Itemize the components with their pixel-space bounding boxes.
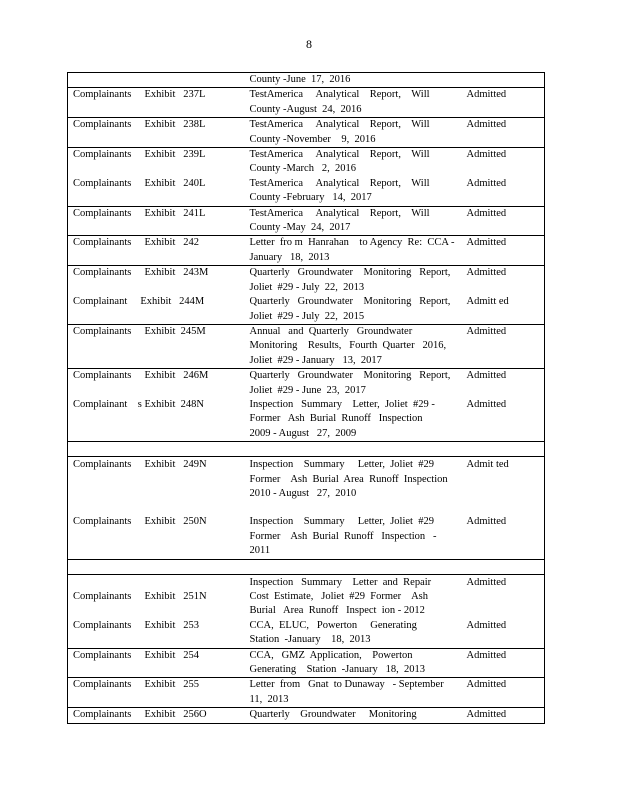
table-row bbox=[68, 678, 545, 708]
description-line: TestAmerica Analytical Report, Will bbox=[249, 207, 430, 219]
description-line: TestAmerica Analytical Report, Will bbox=[249, 119, 430, 131]
exhibit-status: Admitted bbox=[466, 398, 507, 410]
exhibit-label: Complainants Exhibit 249N bbox=[68, 457, 243, 502]
exhibit-label: Complainants Exhibit 239L bbox=[68, 148, 243, 177]
description-line: County -June 17, 2016 bbox=[249, 74, 351, 85]
description-line: County -February 14, 2017 bbox=[249, 192, 372, 204]
description-line: Station -January 18, 2013 bbox=[249, 634, 371, 646]
exhibit-description bbox=[243, 177, 465, 206]
exhibit-description bbox=[243, 708, 465, 723]
table-row bbox=[68, 73, 545, 88]
exhibit-status: Admitted bbox=[465, 206, 545, 236]
exhibit-description bbox=[243, 648, 465, 678]
table-row bbox=[68, 648, 545, 678]
exhibit-label: Complainant s Exhibit 248N bbox=[73, 398, 204, 410]
exhibit-label: Complainants Exhibit 254 bbox=[68, 648, 243, 678]
exhibit-description bbox=[243, 324, 465, 368]
exhibit-status: Admitted bbox=[465, 236, 545, 266]
description-line: County -May 24, 2017 bbox=[249, 222, 351, 234]
table-row bbox=[68, 369, 545, 398]
exhibit-label: Complainants Exhibit 237L bbox=[68, 88, 243, 118]
description-line: Inspection Summary Letter, Joliet #29 bbox=[249, 516, 434, 528]
exhibit-description bbox=[243, 73, 465, 88]
exhibit-status: Admitted bbox=[465, 678, 545, 708]
description-line: Quarterly Groundwater Monitoring Report, bbox=[249, 370, 451, 382]
exhibit-description bbox=[243, 398, 465, 442]
table-row bbox=[68, 708, 545, 723]
description-line: Inspection Summary Letter and Repair bbox=[249, 576, 432, 588]
exhibit-status: Admit ted bbox=[465, 457, 545, 502]
exhibit-status: Admitted bbox=[465, 148, 545, 177]
exhibit-status: Admitted bbox=[465, 324, 545, 368]
empty-cell bbox=[68, 442, 243, 457]
table-row bbox=[68, 501, 545, 559]
empty-cell bbox=[243, 442, 465, 457]
description-line: Former Ash Burial Runoff Inspection bbox=[249, 413, 423, 425]
description-line: 2009 - August 27, 2009 bbox=[249, 427, 357, 439]
table-row bbox=[68, 177, 545, 206]
table-row bbox=[68, 266, 545, 295]
description-line: County -March 2, 2016 bbox=[249, 163, 356, 175]
exhibit-label: Complainants Exhibit 251N bbox=[68, 574, 243, 619]
exhibit-table bbox=[67, 72, 545, 724]
exhibit-status: Admitted bbox=[465, 708, 545, 723]
description-line: 11, 2013 bbox=[249, 693, 289, 705]
description-line: Joliet #29 - July 22, 2015 bbox=[249, 310, 365, 322]
exhibit-description bbox=[243, 266, 465, 295]
exhibit-label: Complainants Exhibit 246M bbox=[68, 369, 243, 398]
exhibit-status bbox=[465, 73, 545, 88]
exhibit-description bbox=[243, 619, 465, 648]
exhibit-status: Admitted bbox=[465, 118, 545, 148]
table-row bbox=[68, 206, 545, 236]
description-line: Joliet #29 - June 23, 2017 bbox=[249, 384, 366, 396]
description-line: County -August 24, 2016 bbox=[249, 103, 362, 115]
description-line: Joliet #29 - January 13, 2017 bbox=[249, 354, 382, 366]
description-line: Cost Estimate, Joliet #29 Former Ash bbox=[249, 591, 428, 602]
description-line: Letter fro m Hanrahan to Agency Re: CCA - bbox=[249, 237, 455, 249]
exhibit-status: Admitted bbox=[465, 369, 545, 398]
exhibit-label: Complainants Exhibit 250N bbox=[73, 516, 207, 528]
table-row bbox=[68, 574, 545, 619]
empty-table-row bbox=[68, 559, 545, 574]
description-line: CCA, GMZ Application, Powerton bbox=[249, 649, 413, 661]
page-number: 8 bbox=[306, 37, 312, 51]
exhibit-table-container bbox=[67, 72, 544, 724]
exhibit-status: Admitted bbox=[465, 574, 545, 619]
empty-table-row bbox=[68, 442, 545, 457]
description-line: Letter from Gnat to Dunaway - September bbox=[249, 679, 444, 691]
exhibit-description bbox=[243, 148, 465, 177]
exhibit-label: Complainants Exhibit 238L bbox=[68, 118, 243, 148]
exhibit-description bbox=[243, 88, 465, 118]
exhibit-label: Complainants Exhibit 255 bbox=[68, 678, 243, 708]
exhibit-status: Admitted bbox=[466, 516, 507, 528]
description-line: Quarterly Groundwater Monitoring bbox=[249, 709, 417, 721]
description-line: Annual and Quarterly Groundwater bbox=[249, 325, 413, 337]
table-row bbox=[68, 457, 545, 502]
table-row bbox=[68, 236, 545, 266]
description-line: TestAmerica Analytical Report, Will bbox=[249, 177, 430, 189]
description-line: 2010 - August 27, 2010 bbox=[249, 487, 357, 499]
empty-cell bbox=[68, 559, 243, 574]
exhibit-label: Complainants Exhibit 241L bbox=[68, 206, 243, 236]
exhibit-label bbox=[68, 73, 243, 88]
description-line: Inspection Summary Letter, Joliet #29 - bbox=[249, 398, 435, 410]
description-line: Former Ash Burial Runoff Inspection - bbox=[249, 530, 437, 542]
description-line: 2011 bbox=[249, 545, 271, 557]
table-row bbox=[68, 148, 545, 177]
empty-cell bbox=[243, 559, 465, 574]
description-line: Monitoring Results, Fourth Quarter 2016, bbox=[249, 340, 447, 352]
empty-cell bbox=[465, 559, 545, 574]
table-row bbox=[68, 88, 545, 118]
exhibit-description bbox=[243, 118, 465, 148]
description-line: January 18, 2013 bbox=[249, 251, 330, 263]
exhibit-table-body bbox=[68, 73, 545, 724]
exhibit-description bbox=[243, 295, 465, 324]
description-line: TestAmerica Analytical Report, Will bbox=[249, 89, 430, 101]
exhibit-description bbox=[243, 206, 465, 236]
description-line: Quarterly Groundwater Monitoring Report, bbox=[249, 267, 451, 279]
empty-cell bbox=[465, 442, 545, 457]
exhibit-description bbox=[243, 501, 465, 559]
exhibit-status: Admitted bbox=[466, 177, 507, 189]
exhibit-status: Admitted bbox=[465, 648, 545, 678]
description-line: CCA, ELUC, Powerton Generating bbox=[249, 619, 417, 631]
description-line: Former Ash Burial Area Runoff Inspection bbox=[249, 473, 448, 485]
exhibit-status: Admitted bbox=[466, 619, 507, 631]
exhibit-status: Admitted bbox=[465, 88, 545, 118]
exhibit-description bbox=[243, 678, 465, 708]
exhibit-label: Complainants Exhibit 245M bbox=[68, 324, 243, 368]
exhibit-label: Complainants Exhibit 242 bbox=[68, 236, 243, 266]
description-line: Inspection Summary Letter, Joliet #29 bbox=[249, 459, 434, 471]
exhibit-label: Complainants Exhibit 256O bbox=[68, 708, 243, 723]
description-line: TestAmerica Analytical Report, Will bbox=[249, 149, 430, 161]
description-line: Generating Station -January 18, 2013 bbox=[249, 664, 426, 676]
exhibit-label: Complainants Exhibit 253 bbox=[73, 619, 199, 631]
table-row bbox=[68, 398, 545, 442]
exhibit-description bbox=[243, 457, 465, 502]
exhibit-description bbox=[243, 236, 465, 266]
table-row bbox=[68, 324, 545, 368]
description-line: Quarterly Groundwater Monitoring Report, bbox=[249, 296, 451, 308]
exhibit-label: Complainant Exhibit 244M bbox=[73, 296, 205, 308]
table-row bbox=[68, 295, 545, 324]
exhibit-description bbox=[243, 369, 465, 398]
table-row bbox=[68, 619, 545, 648]
exhibit-status: Admitted bbox=[465, 266, 545, 295]
description-line: Joliet #29 - July 22, 2013 bbox=[249, 281, 365, 293]
exhibit-status: Admitt ed bbox=[466, 296, 509, 308]
table-row bbox=[68, 118, 545, 148]
description-line: Burial Area Runoff Inspect ion - 2012 bbox=[249, 605, 425, 617]
exhibit-label: Complainants Exhibit 240L bbox=[73, 177, 206, 189]
exhibit-label: Complainants Exhibit 243M bbox=[68, 266, 243, 295]
exhibit-description bbox=[243, 574, 465, 619]
description-line: County -November 9, 2016 bbox=[249, 133, 376, 145]
